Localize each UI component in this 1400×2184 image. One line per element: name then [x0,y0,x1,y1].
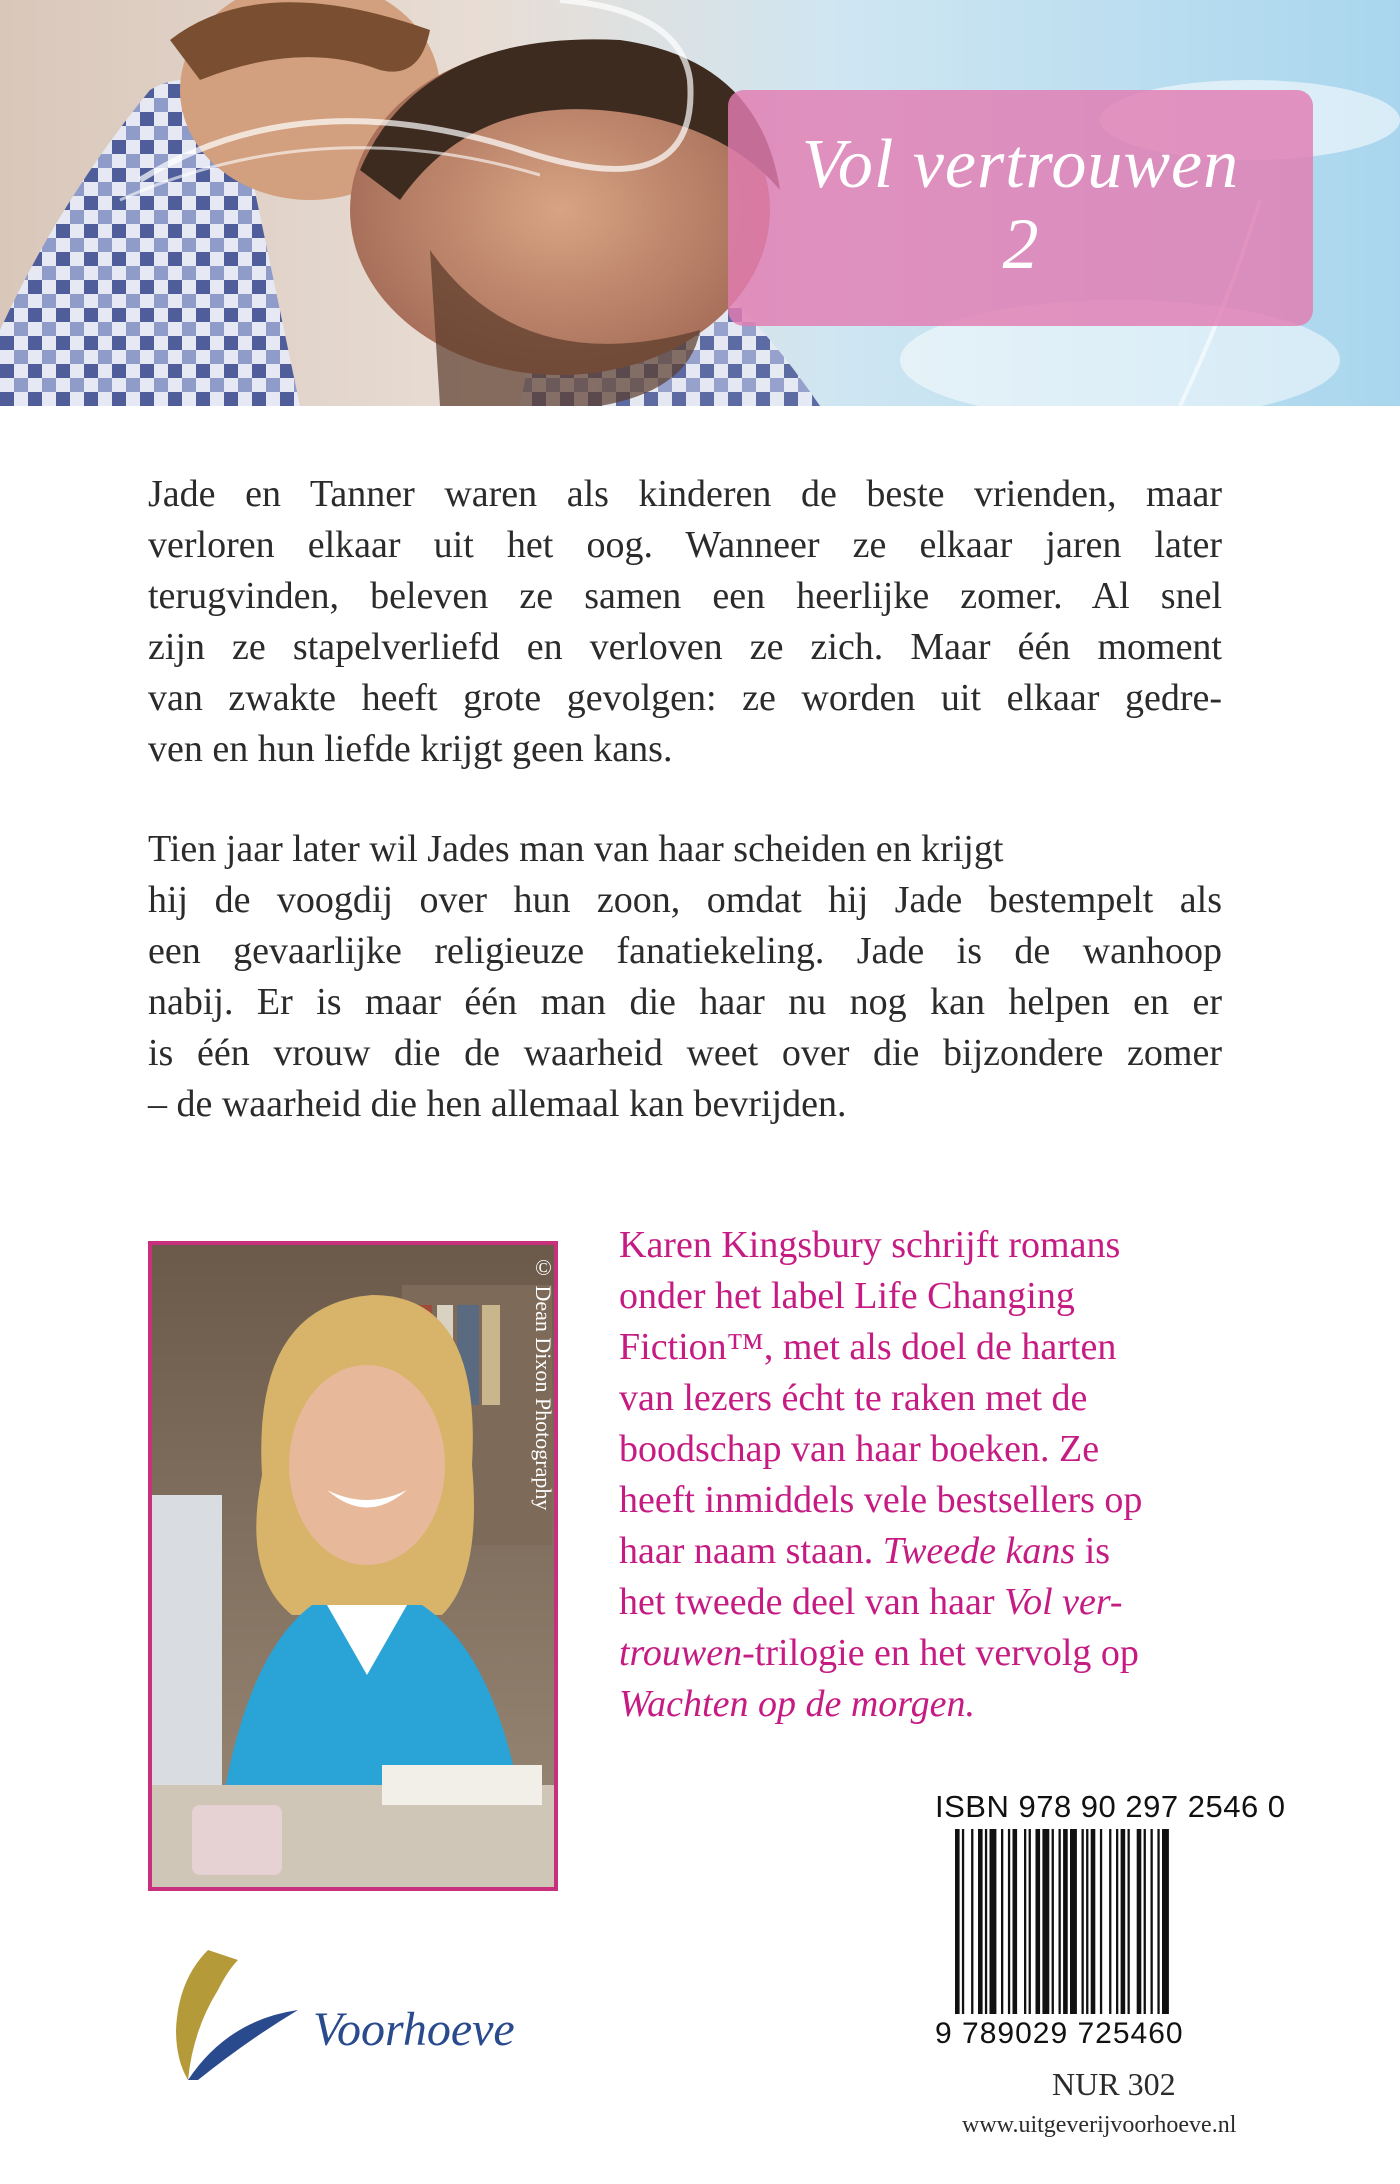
bio-line: boodschap van haar boeken. Ze [619,1428,1100,1470]
barcode-bar [1013,1829,1018,2014]
blurb-line: een gevaarlijke religieuze fanatiekeling. Jade is de wanhoop [148,930,1222,972]
barcode-bar [1091,1829,1096,2014]
barcode-bar [1001,1829,1003,2014]
barcode-digits: 9 789029 725460 [935,2017,1184,2050]
book-title-tweede-kans: Tweede kans [882,1530,1076,1572]
barcode-bar [1157,1829,1159,2014]
barcode-bar [990,1829,997,2014]
series-title-italic: Vol ver- [1004,1581,1123,1623]
blurb-paragraph-1 [148,469,1222,775]
isbn-label: ISBN 978 90 297 2546 0 [935,1789,1286,1824]
barcode-bar [1008,1829,1010,2014]
blurb-line: terugvinden, beleven ze samen een heerlijke zomer. Al snel [148,575,1222,617]
barcode-bar [1100,1829,1102,2014]
barcode-bar [985,1829,987,2014]
bio-line [619,1628,1219,1679]
bio-line [619,1526,1219,1577]
bio-text: het tweede deel van haar [619,1581,1005,1623]
bio-text: is [1075,1530,1111,1572]
barcode-block [935,1789,1295,2059]
bio-text: haar naam staan. [619,1530,874,1572]
barcode-bar [1128,1829,1130,2014]
barcode-bar [1137,1829,1142,2014]
barcode-bar [1059,1829,1061,2014]
book-title-wachten: Wachten op de morgen. [619,1683,976,1725]
barcode [955,1829,1315,2019]
blurb-line: van zwakte heeft grote gevolgen: ze worden uit elkaar gedre- [148,677,1222,719]
publisher-website: www.uitgeverijvoorhoeve.nl [962,2112,1237,2138]
barcode-bar [1024,1829,1026,2014]
blurb-line: Tien jaar later wil Jades man van haar scheiden en krijgt [148,828,1004,870]
barcode-bar [1116,1829,1118,2014]
barcode-bar [1029,1829,1031,2014]
bio-line: Fiction™, met als doel de harten [619,1326,1117,1368]
blurb-line: Jade en Tanner waren als kinderen de beste vrienden, maar [148,473,1222,515]
barcode-bar [1042,1829,1049,2014]
blurb-line: zijn ze stapelverliefd en verloven ze zich. Maar één moment [148,626,1222,668]
publisher-name: Voorhoeve [313,2003,515,2056]
bio-line: onder het label Life Changing [619,1275,1075,1317]
bio-line: heeft inmiddels vele bestsellers op [619,1479,1143,1521]
bio-text: -trilogie en het vervolg op [742,1632,1139,1674]
blurb-line: is één vrouw die de waarheid weet over die bijzondere zomer [148,1032,1222,1074]
barcode-bar [1144,1829,1146,2014]
barcode-bar [955,1829,960,2014]
barcode-bar [1086,1829,1088,2014]
barcode-bar [1162,1829,1169,2014]
barcode-bar [1070,1829,1077,2014]
bio-line [619,1679,1219,1730]
nur-code: NUR 302 [1052,2066,1176,2102]
author-photo [148,1241,558,1891]
series-title-italic-cont: trouwen [619,1632,743,1674]
barcode-bar [1052,1829,1054,2014]
blurb-line: hij de voogdij over hun zoon, omdat hij Jade bestempelt als [148,879,1222,921]
series-number: 2 [1002,204,1039,284]
bio-line [619,1577,1219,1628]
barcode-bar [962,1829,964,2014]
blurb-line: – de waarheid die hen allemaal kan bevrijden. [148,1083,847,1125]
barcode-bar [971,1829,973,2014]
blurb-line: nabij. Er is maar één man die haar nu nog kan helpen en er [148,981,1222,1023]
barcode-bar [1063,1829,1068,2014]
barcode-bar [1121,1829,1126,2014]
barcode-bar [1082,1829,1084,2014]
series-badge [728,90,1313,326]
publisher-logo [168,1950,568,2080]
blurb-paragraph-2 [148,824,1222,1130]
blurb-line: ven en hun liefde krijgt geen kans. [148,728,673,770]
barcode-bar [978,1829,983,2014]
cover-photo [0,0,1400,406]
barcode-bar [1036,1829,1041,2014]
photo-credit: © Dean Dixon Photography [531,1255,556,1511]
blurb-line: verloren elkaar uit het oog. Wanneer ze elkaar jaren later [148,524,1222,566]
bio-line: Karen Kingsbury schrijft romans [619,1224,1121,1266]
series-title: Vol vertrouwen [801,126,1240,203]
bio-line: van lezers écht te raken met de [619,1377,1088,1419]
barcode-bar [1109,1829,1111,2014]
barcode-bar [1151,1829,1153,2014]
author-bio [619,1220,1219,1730]
quill-icon [168,1950,308,2080]
